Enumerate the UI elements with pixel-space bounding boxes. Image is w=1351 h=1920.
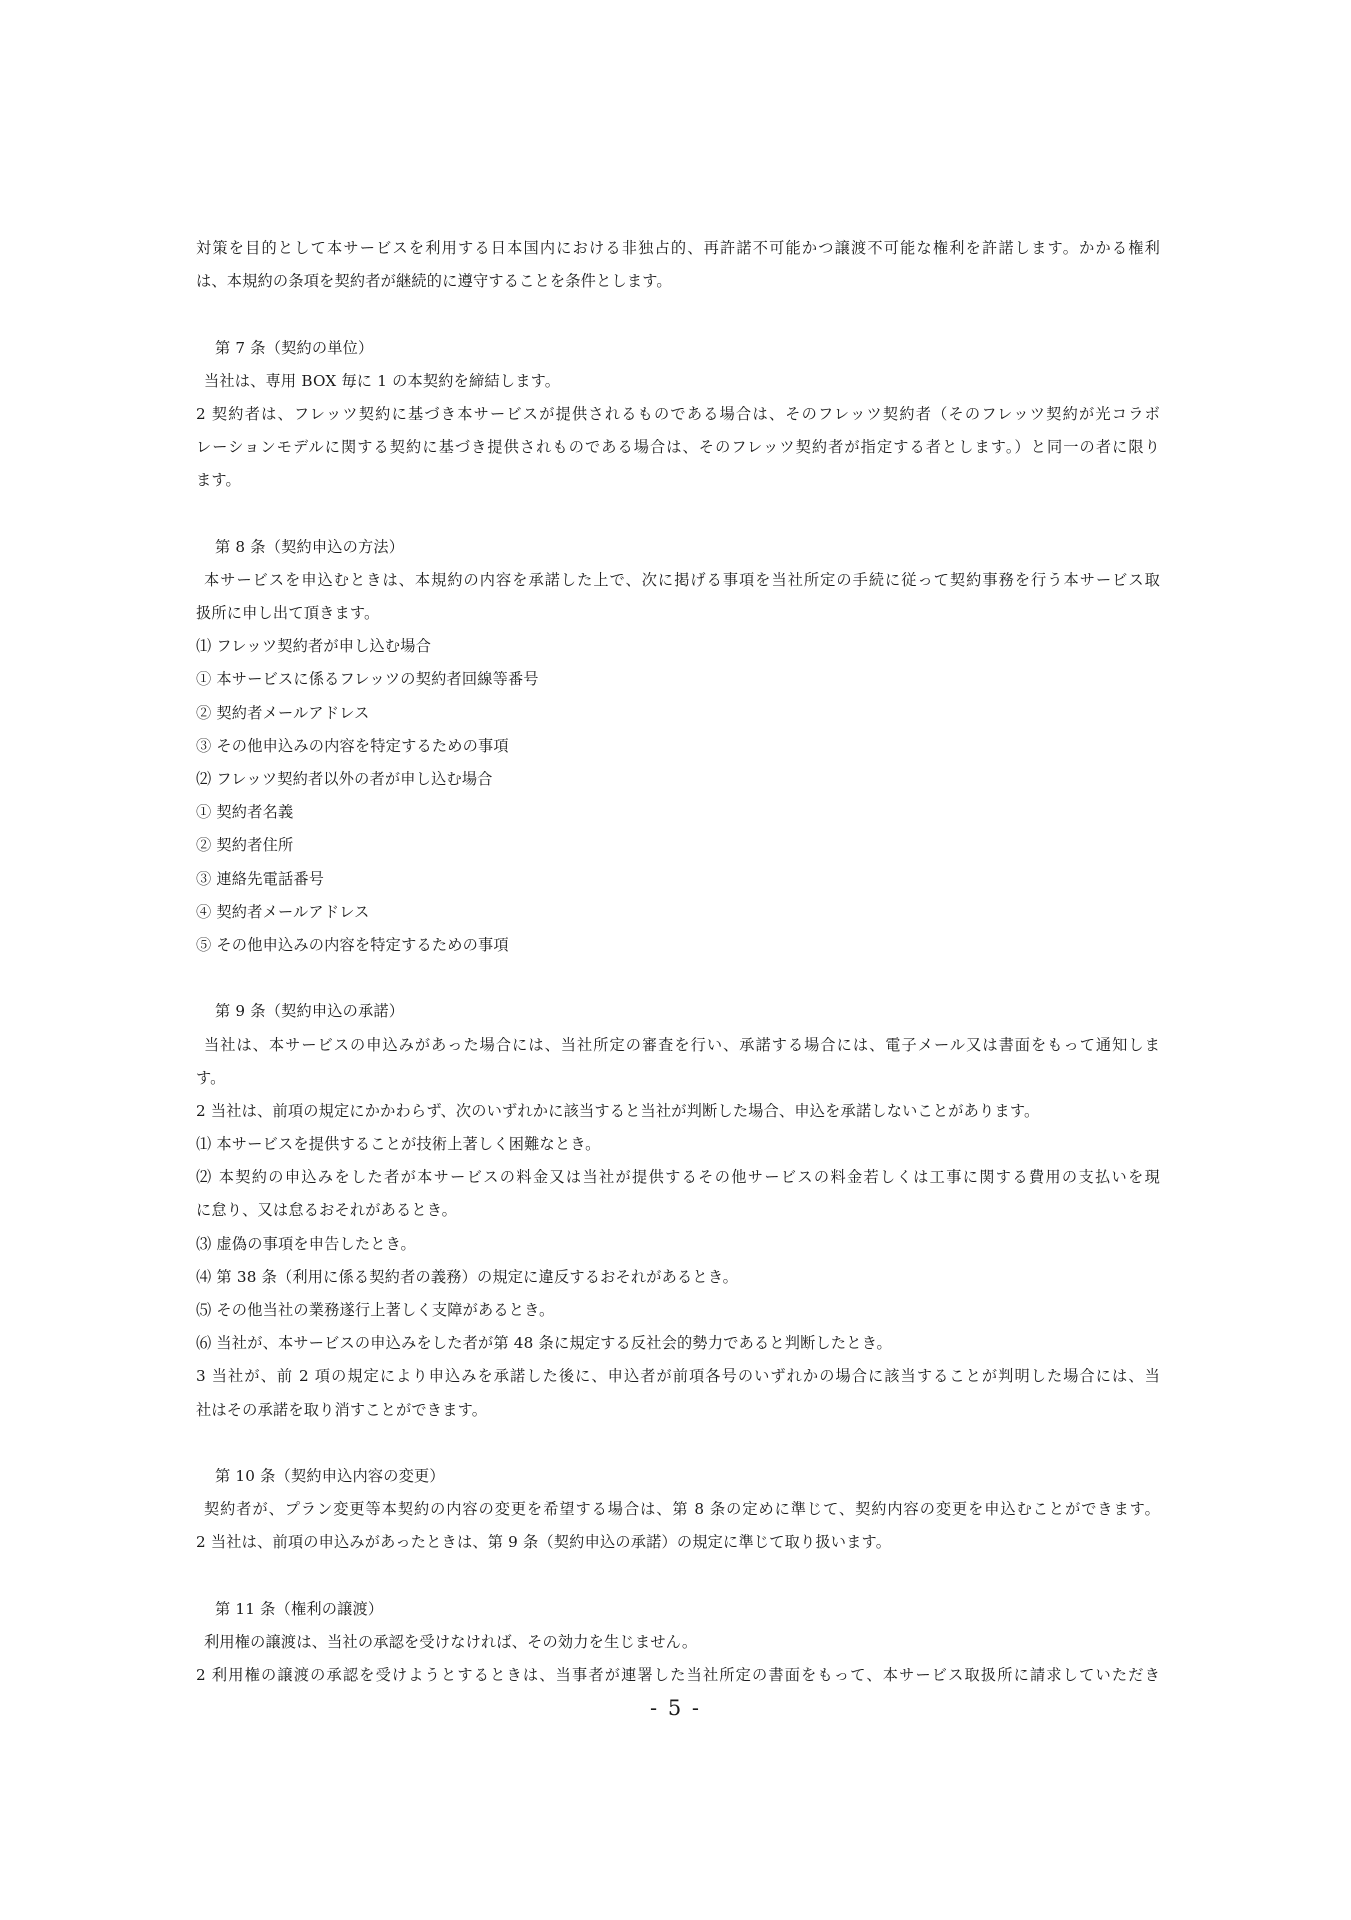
blank-line — [196, 298, 1160, 331]
paragraph-line: ⑤ その他申込みの内容を特定するための事項 — [196, 935, 509, 954]
paragraph-line: ③ その他申込みの内容を特定するための事項 — [196, 736, 509, 755]
paragraph-line: ます。 — [196, 471, 241, 490]
paragraph-line: 2 当社は、前項の規定にかかわらず、次のいずれかに該当すると当社が判断した場合、申込を承諾しないことがあります。 — [196, 1101, 1040, 1120]
paragraph-line: ① 本サービスに係るフレッツの契約者回線等番号 — [196, 670, 539, 689]
paragraph-line: ② 契約者住所 — [196, 836, 294, 855]
paragraph-line: 2 当社は、前項の申込みがあったときは、第 9 条（契約申込の承諾）の規定に準じて取り扱います。 — [196, 1533, 892, 1552]
paragraph-line: 対策を目的として本サービスを利用する日本国内における非独占的、再許諾不可能かつ譲渡不可能な権利を許諾します。かかる権利 — [196, 239, 1160, 257]
paragraph-line: す。 — [196, 1068, 226, 1087]
paragraph-line: ⑸ その他当社の業務遂行上著しく支障があるとき。 — [196, 1301, 555, 1319]
paragraph-line: 当社は、専用 BOX 毎に 1 の本契約を締結します。 — [204, 371, 561, 390]
paragraph-line: ⑹ 当社が、本サービスの申込みをした者が第 48 条に規定する反社会的勢力であると判断したとき。 — [196, 1334, 892, 1353]
article-heading: 第 10 条（契約申込内容の変更） — [215, 1466, 445, 1485]
paragraph-line: ⑷ 第 38 条（利用に係る契約者の義務）の規定に違反するおそれがあるとき。 — [196, 1267, 738, 1286]
page-number: - 5 - — [650, 1696, 701, 1720]
paragraph-line: ④ 契約者メールアドレス — [196, 902, 370, 921]
paragraph-line: は、本規約の条項を契約者が継続的に遵守することを条件とします。 — [196, 272, 672, 291]
paragraph-line: 社はその承諾を取り消すことができます。 — [196, 1400, 488, 1419]
document-body — [196, 232, 1160, 1692]
paragraph-line: ⑵ 本契約の申込みをした者が本サービスの料金又は当社が提供するその他サービスの料金若しくは工事に関する費用の支払いを現 — [196, 1168, 1160, 1187]
paragraph-line: 扱所に申し出て頂きます。 — [196, 604, 380, 623]
paragraph-line: 3 当社が、前 2 項の規定により申込みを承諾した後に、申込者が前項各号のいずれかの場合に該当することが判明した場合には、当 — [196, 1367, 1160, 1386]
blank-line — [196, 498, 1160, 531]
paragraph-line: ② 契約者メールアドレス — [196, 703, 370, 722]
paragraph-line: 利用権の譲渡は、当社の承認を受けなければ、その効力を生じません。 — [204, 1632, 698, 1651]
paragraph-line: に怠り、又は怠るおそれがあるとき。 — [196, 1201, 457, 1220]
paragraph-line: ③ 連絡先電話番号 — [196, 869, 325, 888]
paragraph-line: 2 契約者は、フレッツ契約に基づき本サービスが提供されるものである場合は、そのフレッツ契約者（そのフレッツ契約が光コラボ — [196, 404, 1160, 423]
article-heading: 第 7 条（契約の単位） — [215, 338, 374, 357]
article-heading: 第 8 条（契約申込の方法） — [215, 537, 405, 556]
paragraph-line: 2 利用権の譲渡の承認を受けようとするときは、当事者が連署した当社所定の書面をもって、本サービス取扱所に請求していただき — [196, 1666, 1160, 1685]
blank-line — [196, 962, 1160, 995]
paragraph-line: 契約者が、プラン変更等本契約の内容の変更を希望する場合は、第 8 条の定めに準じて、契約内容の変更を申込むことができます。 — [204, 1500, 1160, 1519]
blank-line — [196, 1427, 1160, 1460]
paragraph-line: 本サービスを申込むときは、本規約の内容を承諾した上で、次に掲げる事項を当社所定の手続に従って契約事務を行う本サービス取 — [204, 570, 1160, 589]
paragraph-line: レーションモデルに関する契約に基づき提供されものである場合は、そのフレッツ契約者が指定する者とします。）と同一の者に限り — [196, 438, 1160, 457]
blank-line — [196, 1560, 1160, 1593]
paragraph-line: ⑴ 本サービスを提供することが技術上著しく困難なとき。 — [196, 1135, 601, 1154]
paragraph-line: ⑶ 虚偽の事項を申告したとき。 — [196, 1234, 416, 1253]
article-heading: 第 11 条（権利の譲渡） — [215, 1599, 384, 1618]
article-heading: 第 9 条（契約申込の承諾） — [215, 1002, 405, 1021]
paragraph-line: ⑵ フレッツ契約者以外の者が申し込む場合 — [196, 770, 493, 788]
paragraph-line: ① 契約者名義 — [196, 803, 294, 822]
paragraph-line: 当社は、本サービスの申込みがあった場合には、当社所定の審査を行い、承諾する場合には、電子メール又は書面をもって通知しま — [204, 1035, 1160, 1054]
paragraph-line: ⑴ フレッツ契約者が申し込む場合 — [196, 637, 432, 656]
